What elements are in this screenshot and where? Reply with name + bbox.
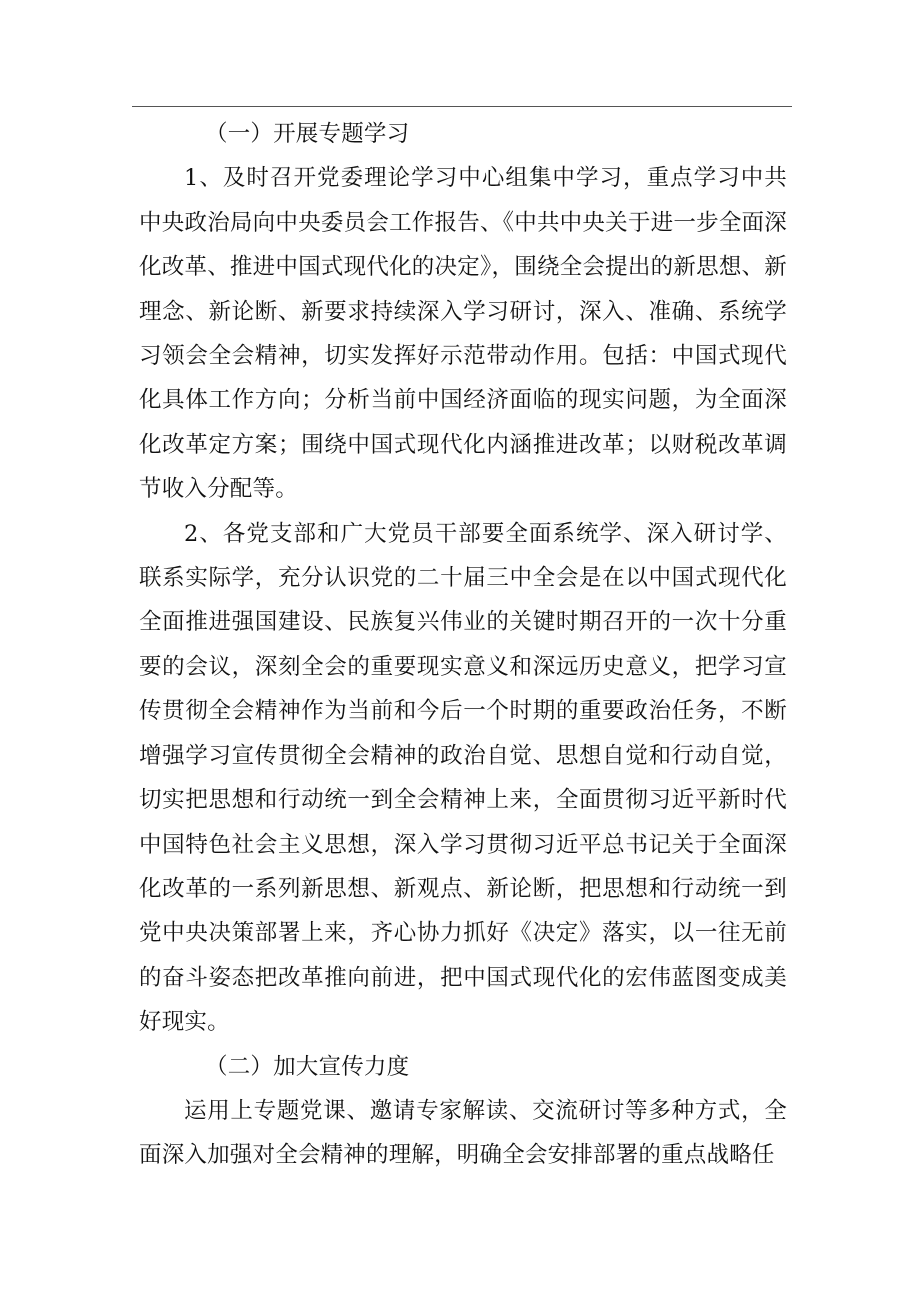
paragraph-1: 1、及时召开党委理论学习中心组集中学习，重点学习中共中央政治局向中央委员会工作报告、《中共中央关于进一步全面深化改革、推进中国式现代化的决定》，围绕全会提出的新思想、新理念、新论断、新要求持续深入学习研讨，深入、准确、系统学习领会全会精神，切实发挥好示范带动作用。包括：中国式现代化具体工作方向；分析当前中国经济面临的现实问题，为全面深化改革定方案；围绕中国式现代化内涵推进改革；以财税改革调节收入分配等。 [139, 165, 787, 503]
section-heading-1: （一）开展专题学习 [205, 121, 410, 147]
paragraph-3: 运用上专题党课、邀请专家解读、交流研讨等多种方式，全面深入加强对全会精神的理解，明确全会安排部署的重点战略任 [139, 1097, 787, 1169]
paragraph-2: 2、各党支部和广大党员干部要全面系统学、深入研讨学、联系实际学，充分认识党的二十届三中全会是在以中国式现代化全面推进强国建设、民族复兴伟业的关键时期召开的一次十分重要的会议，深刻全会的重要现实意义和深远历史意义，把学习宣传贯彻全会精神作为当前和今后一个时期的重要政治任务，不断增强学习宣传贯彻全会精神的政治自觉、思想自觉和行动自觉，切实把思想和行动统一到全会精神上来，全面贯彻习近平新时代中国特色社会主义思想，深入学习贯彻习近平总书记关于全面深化改革的一系列新思想、新观点、新论断，把思想和行动统一到党中央决策部署上来，齐心协力抓好《决定》落实，以一往无前的奋斗姿态把改革推向前进，把中国式现代化的宏伟蓝图变成美好现实。 [139, 520, 787, 1036]
section-heading-2: （二）加大宣传力度 [205, 1053, 410, 1080]
header-rule [132, 106, 792, 107]
document-body [139, 112, 787, 1178]
